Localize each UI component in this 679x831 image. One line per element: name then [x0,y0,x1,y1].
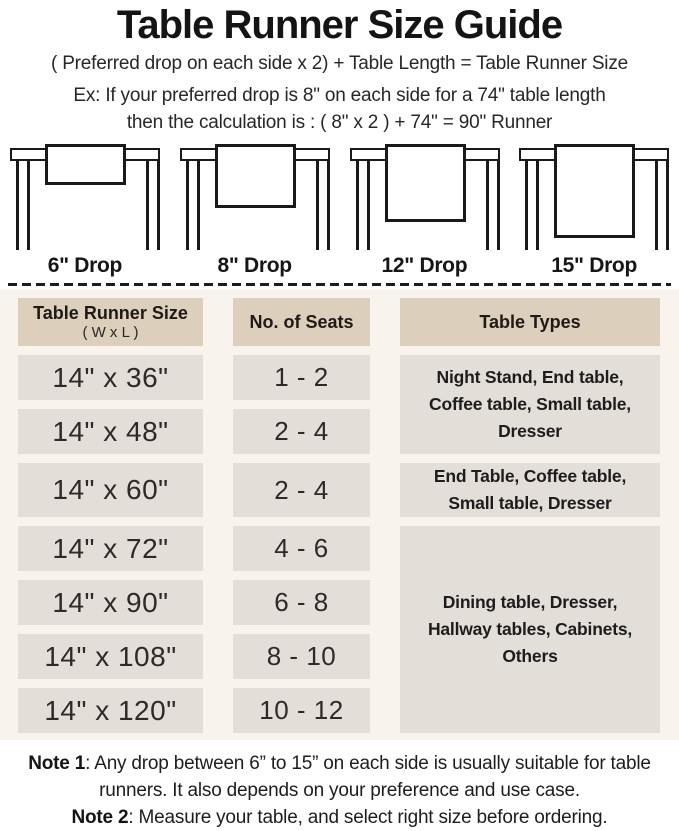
drop-label-15: 15" Drop [551,254,637,277]
runner-size-value: 14" x 60" [52,474,169,505]
drop-label-6: 6" Drop [47,254,123,277]
table-leg-icon [186,158,200,250]
table-leg-icon [316,158,330,250]
table-diagram-15-drop [509,141,679,251]
column-header-table-types-title: Table Types [479,311,581,332]
runner-icon [45,144,126,185]
table-row-size [18,355,203,400]
column-header-seats [233,298,370,346]
table-row-seats [233,688,370,733]
column-header-seats-title: No. of Seats [249,311,354,332]
runner-icon [554,144,635,238]
table-row-size [18,634,203,679]
column-header-runner-size-sub: ( W x L ) [82,324,139,341]
note-2 [6,804,673,831]
table-row-seats [233,463,370,517]
table-row-size [18,409,203,454]
table-row-size [18,526,203,571]
page-title: Table Runner Size Guide [116,3,563,47]
table-types-cell-medium [400,463,660,517]
runner-size-value: 14" x 72" [52,532,169,564]
seats-value: 1 - 2 [274,362,329,392]
drop-label-8: 8" Drop [217,254,292,277]
example-line-1: Ex: If your preferred drop is 8" on each side for a 74" table length [73,85,606,106]
seats-value: 2 - 4 [274,474,329,505]
drop-labels-row [0,252,679,282]
table-leg-icon [486,158,500,250]
example-block [0,82,679,136]
table-types-text: End Table, Coffee table, Small table, Dresser [433,466,627,513]
table-diagram-6-drop [0,141,170,251]
dashed-divider [8,283,671,286]
table-leg-icon [655,158,669,250]
table-leg-icon [146,158,160,250]
table-row-seats [233,580,370,625]
table-types-cell-large [400,526,660,733]
seats-value: 2 - 4 [274,416,329,446]
seats-value: 6 - 8 [274,587,329,617]
runner-size-value: 14" x 120" [44,694,177,726]
column-header-runner-size [18,298,203,346]
note-2-text: : Measure your table, and select right size before ordering. [128,807,608,828]
runner-size-value: 14" x 36" [52,361,169,393]
runner-icon [385,144,466,222]
table-row-size [18,688,203,733]
drop-diagrams [0,141,679,251]
formula-text: ( Preferred drop on each side x 2) + Table Length = Table Runner Size [51,53,628,74]
note-1-label: Note 1 [28,753,86,774]
runner-size-value: 14" x 48" [52,415,169,447]
table-diagram-12-drop [340,141,510,251]
notes-section [0,750,679,831]
table-row-seats [233,526,370,571]
column-header-table-types [400,298,660,346]
table-types-cell-small [400,355,660,454]
note-1 [6,750,673,804]
size-guide-table [0,289,679,740]
table-diagram-8-drop [170,141,340,251]
table-types-text: Night Stand, End table, Coffee table, Small table, Dresser [429,367,631,441]
note-2-label: Note 2 [71,807,129,828]
example-line-2: then the calculation is : ( 8" x 2 ) + 74" = 90" Runner [126,112,553,133]
table-leg-icon [356,158,370,250]
table-leg-icon [525,158,539,250]
column-header-runner-size-title: Table Runner Size [33,303,188,323]
table-leg-icon [16,158,30,250]
seats-value: 4 - 6 [274,533,329,563]
table-row-size [18,580,203,625]
table-row-seats [233,355,370,400]
table-row-seats [233,634,370,679]
note-1-text: : Any drop between 6” to 15” on each side is usually suitable for table runners. It also depends on your preference and use case. [85,753,651,801]
table-row-size [18,463,203,517]
drop-label-12: 12" Drop [381,254,468,277]
seats-value: 8 - 10 [266,641,337,671]
table-types-text: Dining table, Dresser, Hallway tables, Cabinets, Others [427,592,633,666]
runner-size-value: 14" x 90" [52,586,169,618]
runner-size-value: 14" x 108" [44,640,177,672]
seats-value: 10 - 12 [259,695,344,725]
runner-icon [215,144,296,208]
table-row-seats [233,409,370,454]
